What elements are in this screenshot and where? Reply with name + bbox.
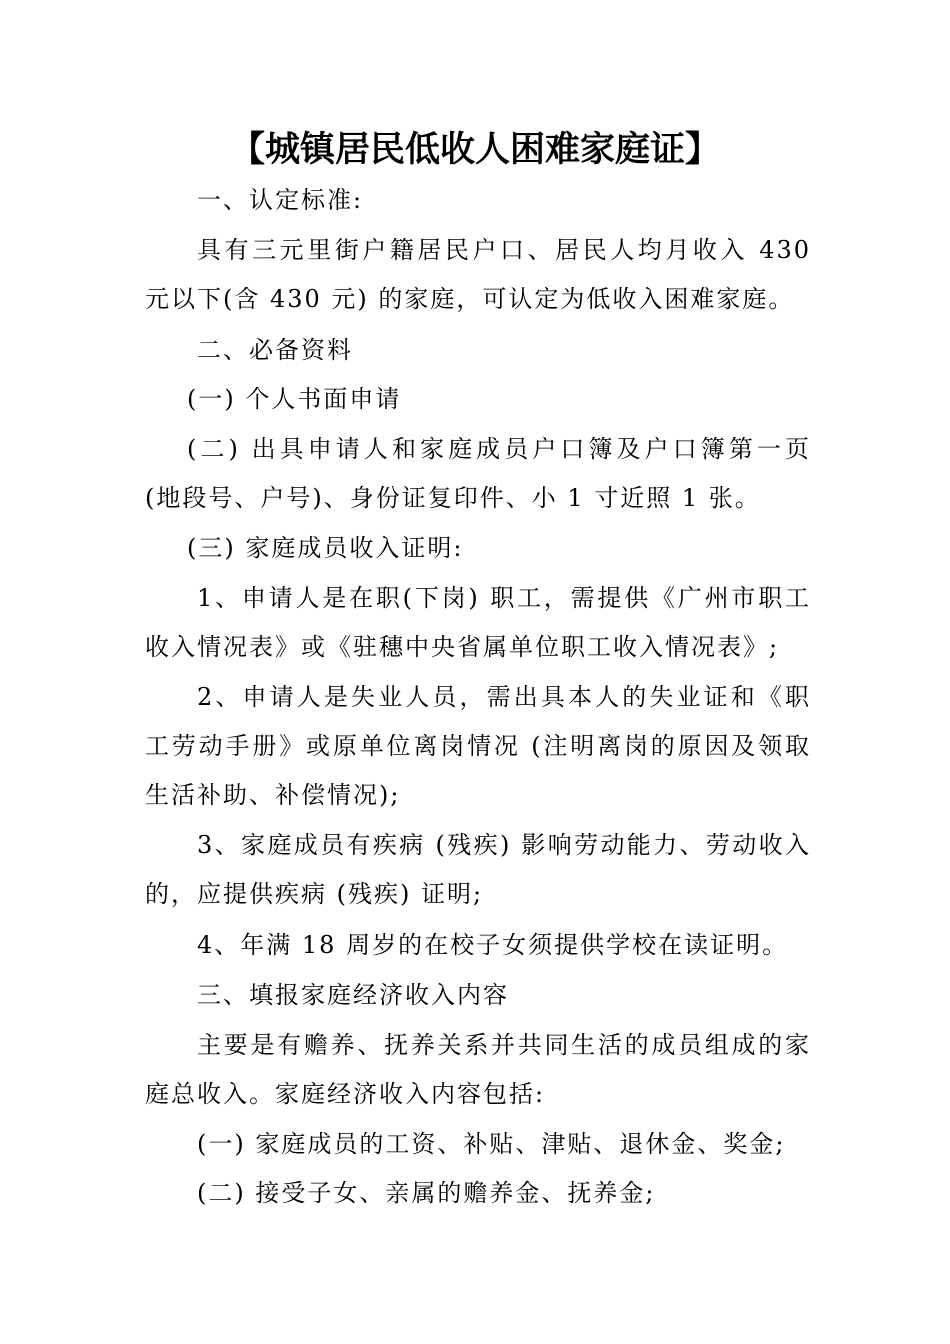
document-title: 【城镇居民低收人困难家庭证】 <box>229 129 720 170</box>
section-heading-income: 三、填报家庭经济收入内容 <box>197 981 509 1009</box>
list-item-wages: (一) 家庭成员的工资、补贴、津贴、退休金、奖金; <box>197 1130 786 1158</box>
list-item-household-register: (二) 出具申请人和家庭成员户口簿及户口簿第一页 (地段号、户号)、身份证复印件、小 1 寸近照 1 张。 <box>145 435 811 512</box>
list-item-support: (二) 接受子女、亲属的赡养金、抚养金; <box>197 1179 656 1207</box>
list-item-income-proof: (三) 家庭成员收入证明: <box>187 534 464 562</box>
paragraph-students: 4、年满 18 周岁的在校子女须提供学校在读证明。 <box>197 931 789 959</box>
paragraph-criteria-body: 具有三元里街户籍居民户口、居民人均月收入 430 元以下(含 430 元) 的家庭，可认定为低收入困难家庭。 <box>145 236 811 313</box>
section-heading-criteria: 一、认定标准: <box>197 186 364 214</box>
paragraph-illness: 3、家庭成员有疾病 (残疾) 影响劳动能力、劳动收入的，应提供疾病 (残疾) 证明; <box>145 831 811 908</box>
list-item-application: (一) 个人书面申请 <box>187 385 402 413</box>
paragraph-employed: 1、申请人是在职(下岗) 职工，需提供《广州市职工收入情况表》或《驻穗中央省属单位职工收入情况表》; <box>145 584 811 661</box>
paragraph-income-definition: 主要是有赡养、抚养关系并共同生活的成员组成的家庭总收入。家庭经济收入内容包括: <box>145 1031 811 1108</box>
section-heading-materials: 二、必备资料 <box>197 336 353 364</box>
paragraph-unemployed: 2、申请人是失业人员，需出具本人的失业证和《职工劳动手册》或原单位离岗情况 (注明离岗的原因及领取生活补助、补偿情况); <box>145 683 811 809</box>
